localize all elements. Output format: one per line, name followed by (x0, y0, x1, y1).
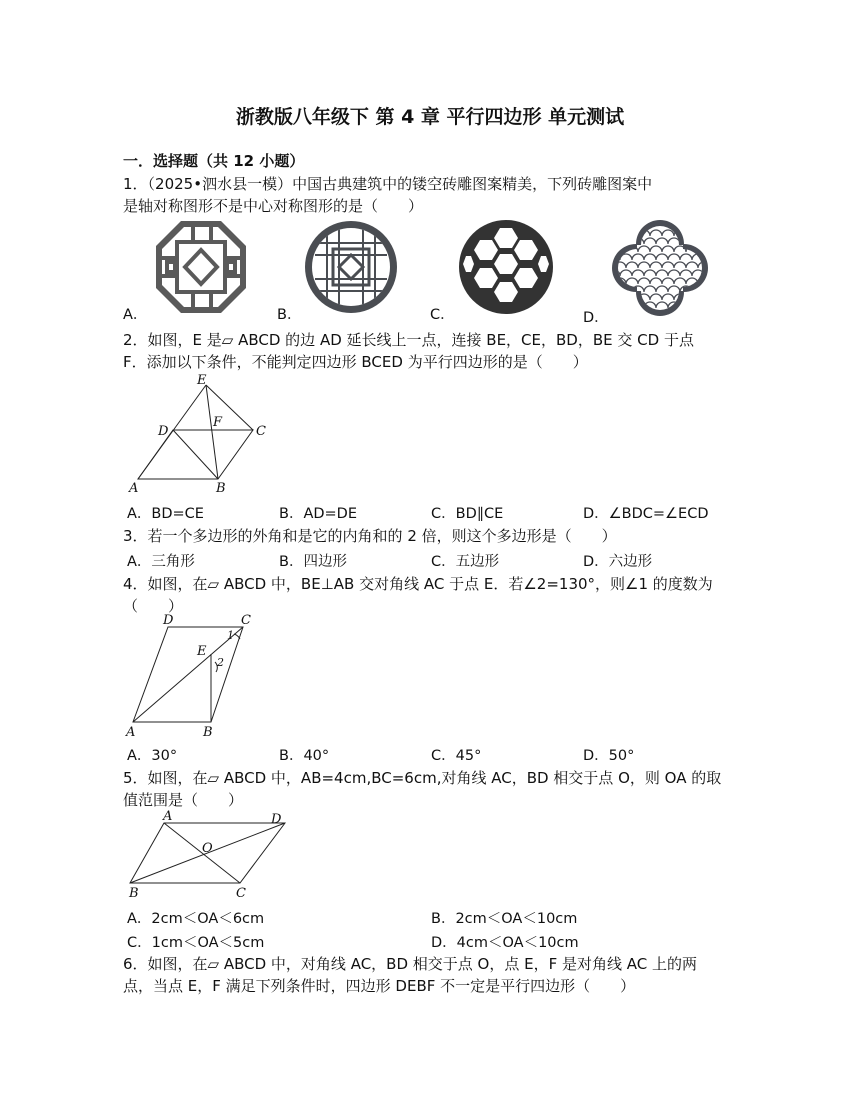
q1-pattern-c-image (457, 218, 555, 316)
q4-figure (123, 612, 263, 742)
q2-line1: 2．如图，E 是▱ ABCD 的边 AD 延长线上一点，连接 BE，CE，BD，BE 交 CD 于点 (123, 331, 694, 349)
q2-label-d: D (158, 424, 169, 439)
q2-line-ae (138, 385, 206, 479)
q2-option-d: D．∠BDC=∠ECD (583, 506, 709, 522)
q2-label-c: C (256, 424, 266, 439)
q3-option-b: B．四边形 (279, 554, 347, 570)
q1-line2: 是轴对称图形不是中心对称图形的是（ ） (123, 197, 424, 215)
q2-line-bd (173, 430, 218, 479)
q4-option-d: D．50° (583, 748, 635, 764)
q2-label-a: A (129, 481, 139, 496)
q4-option-c: C．45° (431, 748, 482, 764)
q4-line2: （ ） (123, 597, 184, 615)
q1-option-a: A． (123, 307, 148, 323)
q5-line1: 5．如图，在▱ ABCD 中，AB=4cm,BC=6cm,对角线 AC，BD 相交于点 O，则 OA 的取 (123, 769, 722, 787)
q1-option-d: D． (583, 310, 609, 326)
q4-label-2: 2 (217, 656, 224, 669)
q2-option-b: B．AD=DE (279, 506, 358, 522)
q5-option-b: B．2cm＜OA＜10cm (431, 911, 578, 927)
q2-option-c: C．BD∥CE (431, 506, 504, 522)
q2-line2: F．添加以下条件，不能判定四边形 BCED 为平行四边形的是（ ） (123, 353, 588, 371)
q4-label-c: C (241, 613, 251, 628)
section-heading: 一．选择题（共 12 小题） (123, 152, 305, 170)
q3-line1: 3．若一个多边形的外角和是它的内角和的 2 倍，则这个多边形是（ ） (123, 527, 617, 545)
q1-pattern-b-image (303, 219, 399, 315)
q3-option-d: D．六边形 (583, 554, 653, 570)
q2-option-a: A．BD=CE (127, 506, 204, 522)
q4-angle1-arc (234, 634, 240, 639)
q5-figure (123, 808, 293, 903)
q5-option-d: D．4cm＜OA＜10cm (431, 935, 579, 951)
q5-option-a: A．2cm＜OA＜6cm (127, 911, 265, 927)
q2-label-e: E (197, 373, 207, 388)
q3-option-c: C．五边形 (431, 554, 500, 570)
q2-label-b: B (216, 481, 226, 496)
q4-line1: 4．如图，在▱ ABCD 中，BE⊥AB 交对角线 AC 于点 E．若∠2=130°，则∠1 的度数为 (123, 575, 713, 593)
q6-line1: 6．如图，在▱ ABCD 中，对角线 AC，BD 相交于点 O，点 E，F 是对角线 AC 上的两 (123, 955, 698, 973)
q3-option-a: A．三角形 (127, 554, 195, 570)
q1-pattern-a-image (153, 218, 249, 316)
q5-label-d: D (271, 812, 282, 827)
page-title: 浙教版八年级下 第 4 章 平行四边形 单元测试 (235, 106, 625, 128)
q4-label-1: 1 (227, 629, 234, 642)
q4-label-d: D (163, 613, 174, 628)
q5-label-c: C (236, 886, 246, 901)
q5-label-a: A (163, 809, 173, 824)
q1-pattern-d-image (608, 218, 712, 318)
q2-line-be (206, 385, 218, 479)
q1-line1: 1．（2025•泗水县一模）中国古典建筑中的镂空砖雕图案精美，下列砖雕图案中 (123, 175, 653, 193)
q1-option-c: C． (430, 307, 455, 323)
q6-line2: 点，当点 E，F 满足下列条件时，四边形 DEBF 不一定是平行四边形（ ） (123, 977, 636, 995)
q4-option-a: A．30° (127, 748, 178, 764)
q5-option-c: C．1cm＜OA＜5cm (127, 935, 265, 951)
q5-line2: 值范围是（ ） (123, 791, 244, 809)
q1-option-b: B． (277, 307, 302, 323)
q4-label-e: E (197, 644, 207, 659)
q2-label-f: F (213, 415, 223, 430)
q4-option-b: B．40° (279, 748, 330, 764)
q4-label-b: B (203, 725, 213, 740)
q5-label-b: B (129, 886, 139, 901)
q5-label-o: O (202, 841, 213, 856)
q2-figure (123, 372, 273, 497)
q4-label-a: A (126, 725, 136, 740)
